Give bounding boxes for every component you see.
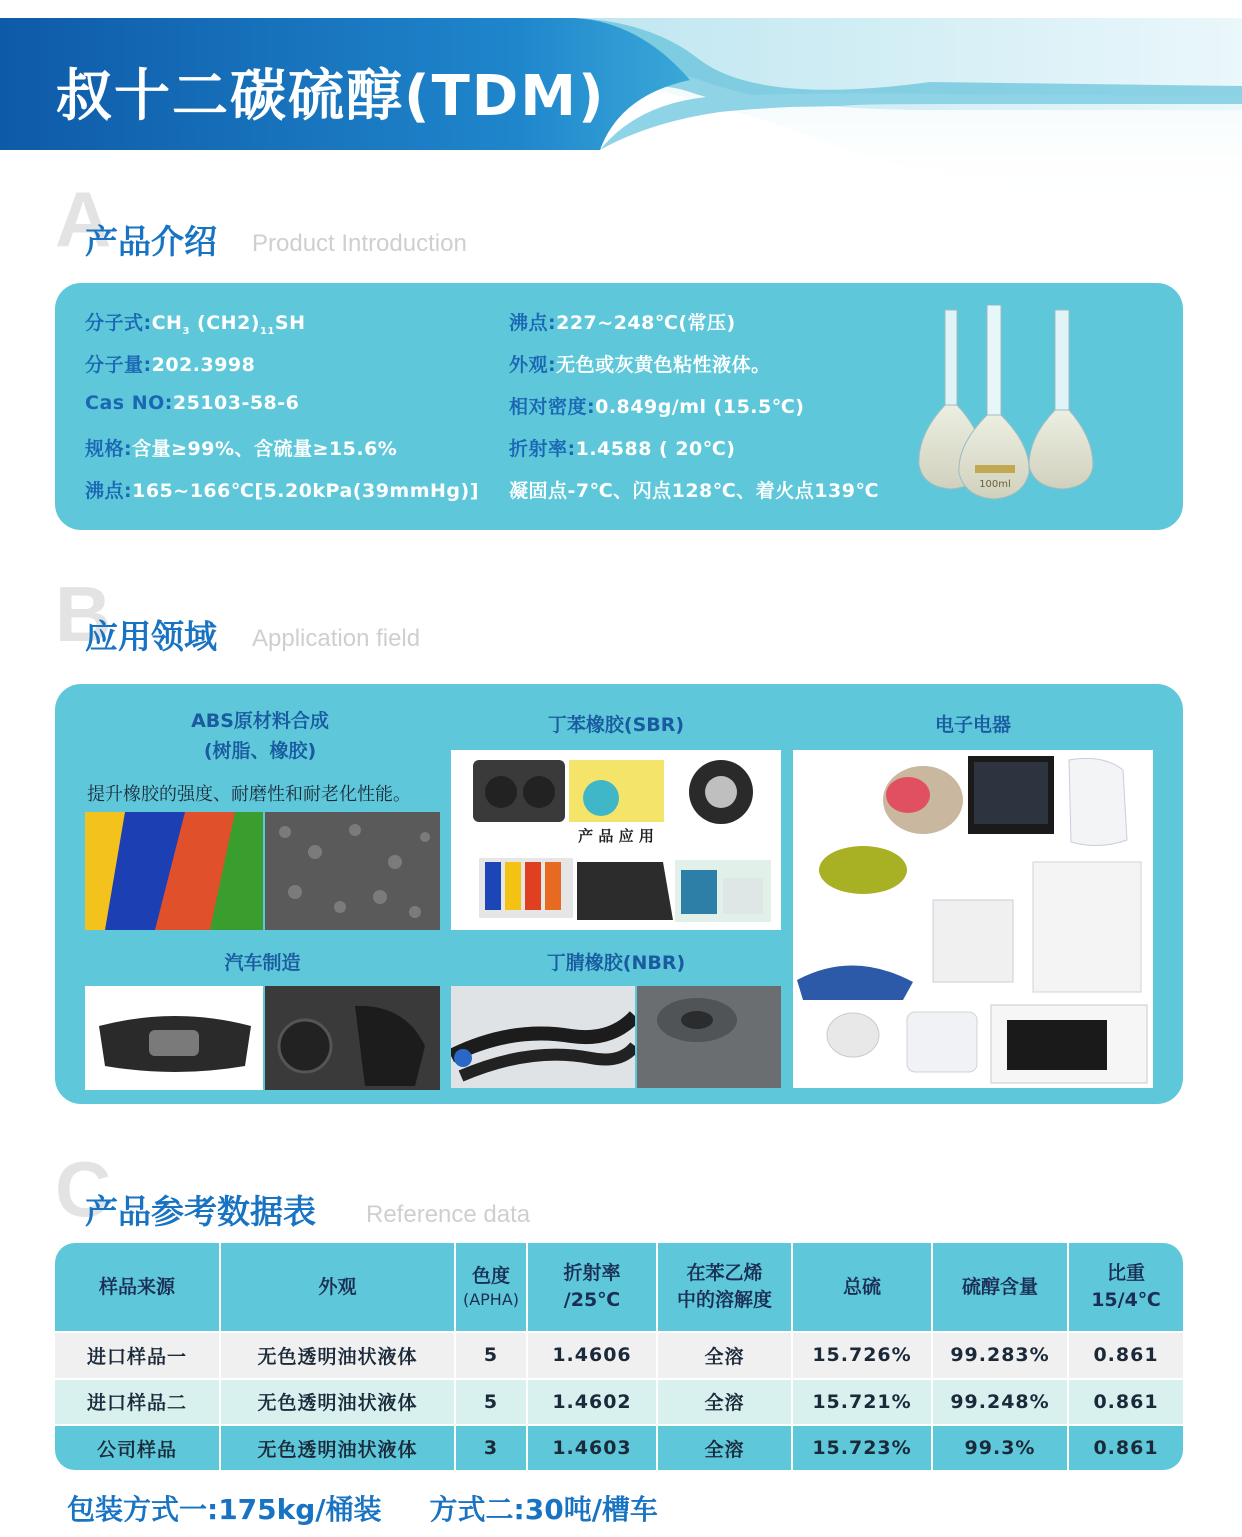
sbr-label: 丁苯橡胶(SBR)	[547, 714, 685, 736]
table-cell: 无色透明油状液体	[220, 1425, 455, 1470]
abs-pellets-gray-image	[265, 812, 440, 930]
spec-appearance: 外观:无色或灰黄色粘性液体。	[509, 354, 771, 376]
table-cell: 全溶	[657, 1425, 792, 1470]
abs-description: 提升橡胶的强度、耐磨性和耐老化性能。	[87, 784, 411, 805]
section-title-en: Reference data	[366, 1201, 531, 1228]
table-row	[55, 1379, 1183, 1426]
reference-data-table	[55, 1243, 1183, 1470]
table-row	[55, 1425, 1183, 1470]
auto-interior-image	[265, 986, 440, 1090]
spec-boiling-point-reduced: 沸点:165~166℃[5.20kPa(39mmHg)]	[85, 480, 479, 502]
table-cell: 15.721%	[792, 1379, 932, 1426]
section-b-heading	[55, 570, 755, 658]
table-cell: 1.4603	[527, 1425, 657, 1470]
spec-flash-point: 凝固点-7℃、闪点128℃、着火点139℃	[509, 480, 879, 502]
table-cell: 5	[455, 1379, 527, 1426]
electronics-appliances-image	[793, 750, 1153, 1088]
sbr-banner-text: 产 品 应 用	[578, 827, 654, 845]
table-header-row	[55, 1243, 1183, 1332]
table-cell: 15.726%	[792, 1332, 932, 1379]
auto-bumper-image	[85, 986, 263, 1090]
auto-label: 汽车制造	[224, 952, 301, 974]
section-a-heading	[55, 175, 755, 263]
application-panel	[55, 684, 1183, 1104]
section-c-heading	[55, 1145, 755, 1233]
section-letter: B	[55, 570, 112, 658]
spec-boiling-point: 沸点:227~248℃(常压)	[509, 312, 736, 334]
spec-molecular-weight: 分子量:202.3998	[85, 354, 256, 376]
nbr-hose-image	[451, 986, 635, 1088]
col-header-refractive: 折射率 /25℃	[527, 1243, 657, 1332]
table-cell: 全溶	[657, 1379, 792, 1426]
spec-refractive-index: 折射率:1.4588 ( 20℃)	[509, 438, 736, 460]
col-header-color: 色度 (APHA)	[455, 1243, 527, 1332]
packaging-info	[67, 1488, 658, 1528]
table-cell: 99.248%	[932, 1379, 1068, 1426]
packaging-method-2: 方式二:30吨/槽车	[429, 1493, 658, 1526]
table-cell: 1.4606	[527, 1332, 657, 1379]
table-cell: 进口样品一	[55, 1332, 220, 1379]
table-cell: 全溶	[657, 1332, 792, 1379]
packaging-method-1: 包装方式一:175kg/桶装	[67, 1493, 382, 1526]
section-title-en: Product Introduction	[252, 230, 467, 257]
electronics-label: 电子电器	[934, 714, 1011, 736]
spec-cas-number: Cas NO:25103-58-6	[85, 392, 300, 414]
table-cell: 1.4602	[527, 1379, 657, 1426]
header-banner	[0, 0, 1242, 210]
spec-density: 相对密度:0.849g/ml (15.5℃)	[509, 396, 805, 418]
abs-pellets-color-image	[85, 812, 263, 930]
section-title-cn: 产品介绍	[85, 222, 217, 261]
table-cell: 无色透明油状液体	[220, 1379, 455, 1426]
nbr-label: 丁腈橡胶(NBR)	[546, 952, 686, 974]
section-letter: C	[55, 1145, 112, 1233]
table-cell: 0.861	[1068, 1332, 1183, 1379]
abs-label: ABS原材料合成 (树脂、橡胶)	[191, 710, 329, 762]
col-header-sample: 样品来源	[55, 1243, 220, 1332]
col-header-total-sulfur: 总硫	[792, 1243, 932, 1332]
spec-specification: 规格:含量≥99%、含硫量≥15.6%	[85, 438, 398, 460]
col-header-solubility: 在苯乙烯 中的溶解度	[657, 1243, 792, 1332]
table-cell: 0.861	[1068, 1379, 1183, 1426]
table-cell: 15.723%	[792, 1425, 932, 1470]
table-cell: 99.283%	[932, 1332, 1068, 1379]
flask-image	[917, 305, 1097, 505]
section-letter: A	[55, 175, 112, 263]
section-title-cn: 应用领域	[85, 617, 217, 656]
table-cell: 99.3%	[932, 1425, 1068, 1470]
table-cell: 公司样品	[55, 1425, 220, 1470]
col-header-mercaptan: 硫醇含量	[932, 1243, 1068, 1332]
spec-formula: 分子式$:CH_3$ $(CH2)_{11}SH$	[85, 312, 306, 337]
table-cell: 进口样品二	[55, 1379, 220, 1426]
section-title-cn: 产品参考数据表	[85, 1192, 316, 1231]
table-cell: 无色透明油状液体	[220, 1332, 455, 1379]
flask-label: 100ml	[979, 479, 1011, 490]
table-cell: 0.861	[1068, 1425, 1183, 1470]
col-header-appearance: 外观	[220, 1243, 455, 1332]
table-row	[55, 1332, 1183, 1379]
sbr-products-image	[451, 750, 781, 930]
col-header-specific-gravity: 比重 15/4℃	[1068, 1243, 1183, 1332]
product-intro-panel	[55, 283, 1183, 530]
nbr-foam-tube-image	[637, 986, 781, 1088]
table-cell: 5	[455, 1332, 527, 1379]
section-title-en: Application field	[252, 625, 421, 652]
page-title: 叔十二碳硫醇(TDM)	[56, 64, 606, 129]
table-cell: 3	[455, 1425, 527, 1470]
